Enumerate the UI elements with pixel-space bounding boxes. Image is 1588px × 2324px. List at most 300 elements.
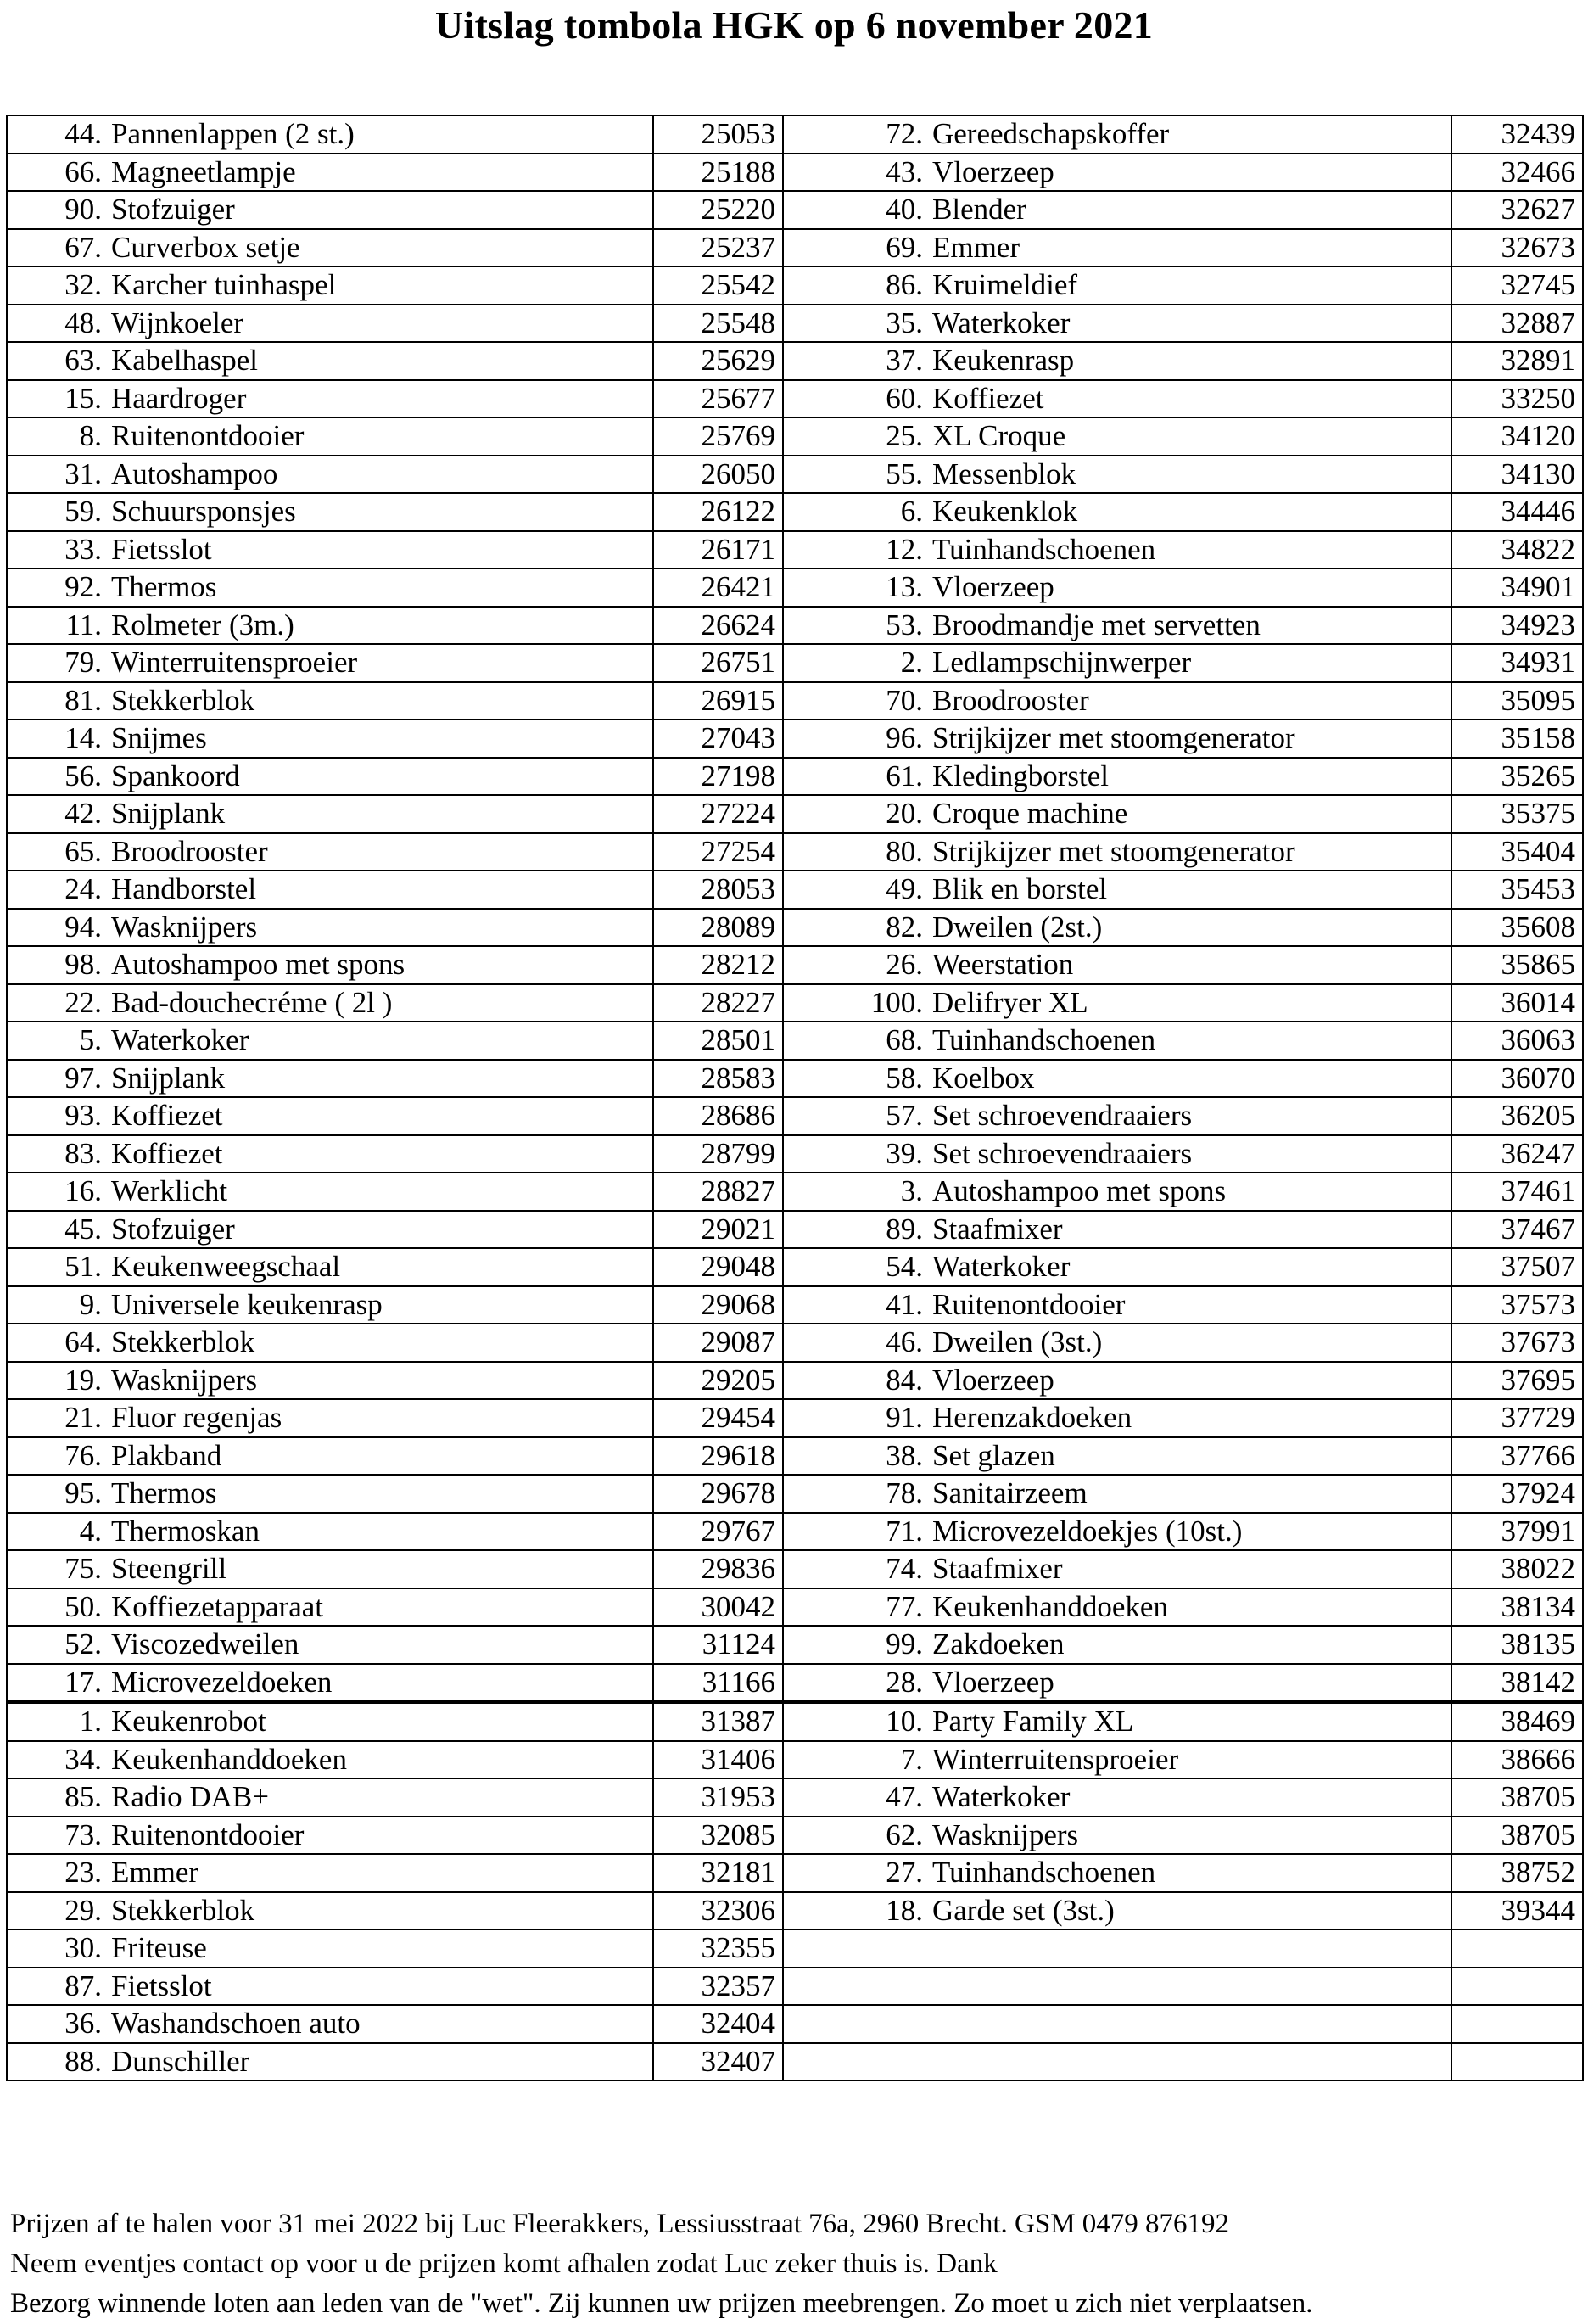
prize-name: Tuinhandschoenen [928,1854,1451,1892]
prize-number: 10. [783,1702,928,1741]
prize-number: 47. [783,1778,928,1817]
table-row [7,1968,1583,2006]
prize-number: 11. [7,607,107,645]
prize-name: Wasknijpers [107,1362,653,1400]
prize-number: 13. [783,568,928,607]
prize-name: Universele keukenrasp [107,1286,653,1324]
lot-number: 38469 [1451,1702,1583,1741]
prize-number: 51. [7,1248,107,1286]
lot-number: 37461 [1451,1173,1583,1211]
table-row [7,1817,1583,1855]
lot-number: 28501 [653,1022,783,1060]
prize-number: 5. [7,1022,107,1060]
lot-number: 34120 [1451,417,1583,456]
prize-name: Sanitairzeem [928,1475,1451,1513]
lot-number: 32085 [653,1817,783,1855]
prize-number: 55. [783,456,928,494]
prize-name: Curverbox setje [107,229,653,267]
table-row [7,644,1583,682]
table-row [7,1097,1583,1135]
lot-number: 36063 [1451,1022,1583,1060]
prize-name: Snijplank [107,1060,653,1098]
table-row [7,154,1583,192]
lot-number: 37467 [1451,1211,1583,1249]
prize-name: Emmer [928,229,1451,267]
lot-number: 25542 [653,266,783,305]
table-row [7,1513,1583,1551]
prize-number: 54. [783,1248,928,1286]
prize-name: Staafmixer [928,1550,1451,1588]
lot-number: 26050 [653,456,783,494]
lot-number: 34923 [1451,607,1583,645]
prize-name: Pannenlappen (2 st.) [107,115,653,154]
prize-number: 30. [7,1929,107,1968]
prize-number: 45. [7,1211,107,1249]
prize-name: Kabelhaspel [107,342,653,380]
lot-number: 35453 [1451,871,1583,909]
lot-number: 37573 [1451,1286,1583,1324]
prize-number: 15. [7,380,107,418]
prize-number: 7. [783,1741,928,1779]
prize-name: Tuinhandschoenen [928,1022,1451,1060]
lot-number: 37991 [1451,1513,1583,1551]
lot-number: 25548 [653,305,783,343]
lot-number: 29678 [653,1475,783,1513]
lot-number: 38022 [1451,1550,1583,1588]
footer-contact-info: Neem eventjes contact op voor u de prijzen komt afhalen zodat Luc zeker thuis is. Dank [10,2248,998,2279]
lot-number: 32745 [1451,266,1583,305]
prize-number: 9. [7,1286,107,1324]
lot-number: 29048 [653,1248,783,1286]
lot-number: 27224 [653,795,783,833]
prize-number: 21. [7,1399,107,1437]
prize-number: 49. [783,871,928,909]
prize-number: 44. [7,115,107,154]
prize-name: Bad-douchecréme ( 2l ) [107,984,653,1022]
prize-name: Washandschoen auto [107,2005,653,2043]
lot-number: 25629 [653,342,783,380]
prize-number: 58. [783,1060,928,1098]
prize-number: 41. [783,1286,928,1324]
table-row [7,833,1583,871]
prize-number: 4. [7,1513,107,1551]
prize-number: 33. [7,531,107,569]
lot-number [1451,1929,1583,1968]
prize-number: 16. [7,1173,107,1211]
prize-name: Dweilen (3st.) [928,1324,1451,1362]
prize-name: Set schroevendraaiers [928,1097,1451,1135]
table-row [7,1248,1583,1286]
prize-name: Waterkoker [928,305,1451,343]
prize-name: Ruitenontdooier [107,417,653,456]
lot-number: 37766 [1451,1437,1583,1476]
prize-name: Microvezeldoeken [107,1664,653,1703]
table-row [7,1588,1583,1627]
lot-number: 31406 [653,1741,783,1779]
lot-number: 29068 [653,1286,783,1324]
prize-number: 8. [7,417,107,456]
prize-name: Keukenrobot [107,1702,653,1741]
lot-number: 37729 [1451,1399,1583,1437]
prize-number: 85. [7,1778,107,1817]
prize-name: Wijnkoeler [107,305,653,343]
lot-number: 26421 [653,568,783,607]
prize-number: 46. [783,1324,928,1362]
table-row [7,795,1583,833]
lot-number: 37507 [1451,1248,1583,1286]
prize-number: 36. [7,2005,107,2043]
prize-name: Croque machine [928,795,1451,833]
prize-number [783,1929,928,1968]
lot-number: 38135 [1451,1626,1583,1664]
table-row [7,456,1583,494]
prize-number: 17. [7,1664,107,1703]
prize-number: 24. [7,871,107,909]
table-row [7,720,1583,758]
prize-name: Thermos [107,1475,653,1513]
lot-number: 35608 [1451,909,1583,947]
lot-number: 25769 [653,417,783,456]
lot-number: 26751 [653,644,783,682]
prize-number: 91. [783,1399,928,1437]
prize-number: 39. [783,1135,928,1173]
prize-name [928,1929,1451,1968]
lot-number: 31124 [653,1626,783,1664]
prize-name: Emmer [107,1854,653,1892]
prize-number: 100. [783,984,928,1022]
prize-number: 78. [783,1475,928,1513]
table-row [7,1550,1583,1588]
prize-name: Microvezeldoekjes (10st.) [928,1513,1451,1551]
lot-number: 25220 [653,191,783,229]
lot-number: 35375 [1451,795,1583,833]
prize-name: Radio DAB+ [107,1778,653,1817]
prize-number: 74. [783,1550,928,1588]
prize-name: Karcher tuinhaspel [107,266,653,305]
prize-name: Koffiezetapparaat [107,1588,653,1627]
prize-name: Stofzuiger [107,191,653,229]
lot-number: 31387 [653,1702,783,1741]
lot-number: 31166 [653,1664,783,1703]
lot-number: 29836 [653,1550,783,1588]
prize-number: 37. [783,342,928,380]
lot-number: 28053 [653,871,783,909]
lot-number [1451,2005,1583,2043]
lot-number: 36070 [1451,1060,1583,1098]
lot-number: 39344 [1451,1892,1583,1930]
prize-name: Wasknijpers [928,1817,1451,1855]
prize-number: 82. [783,909,928,947]
lot-number: 37695 [1451,1362,1583,1400]
prize-name: Keukenhanddoeken [928,1588,1451,1627]
prize-number: 64. [7,1324,107,1362]
prize-name: Stekkerblok [107,1324,653,1362]
prize-number: 65. [7,833,107,871]
prize-number: 68. [783,1022,928,1060]
lot-number: 32673 [1451,229,1583,267]
prize-name: Strijkijzer met stoomgenerator [928,833,1451,871]
table-row [7,1778,1583,1817]
lot-number: 28827 [653,1173,783,1211]
table-row [7,1664,1583,1703]
prize-name: Strijkijzer met stoomgenerator [928,720,1451,758]
prize-name: Party Family XL [928,1702,1451,1741]
lot-number: 26171 [653,531,783,569]
prize-number: 1. [7,1702,107,1741]
lot-number: 36247 [1451,1135,1583,1173]
prize-name: Stekkerblok [107,1892,653,1930]
lot-number: 32306 [653,1892,783,1930]
lot-number: 26122 [653,493,783,531]
lot-number: 38134 [1451,1588,1583,1627]
prize-number: 40. [783,191,928,229]
prize-number: 88. [7,2043,107,2081]
table-row [7,1741,1583,1779]
prize-name: Fietsslot [107,531,653,569]
prize-name: Vloerzeep [928,1362,1451,1400]
lot-number: 28212 [653,946,783,984]
table-row [7,1626,1583,1664]
prize-name: Spankoord [107,758,653,796]
prize-name: Waterkoker [928,1248,1451,1286]
prize-name: Schuursponsjes [107,493,653,531]
prize-name: Autoshampoo met spons [928,1173,1451,1211]
prize-name: Magneetlampje [107,154,653,192]
prize-number: 26. [783,946,928,984]
prize-number: 94. [7,909,107,947]
lot-number: 34822 [1451,531,1583,569]
prize-name: Gereedschapskoffer [928,115,1451,154]
prize-number: 27. [783,1854,928,1892]
prize-name: Koffiezet [107,1135,653,1173]
table-row [7,305,1583,343]
prize-number: 56. [7,758,107,796]
prize-number: 70. [783,682,928,720]
lot-number: 32181 [653,1854,783,1892]
prize-number: 59. [7,493,107,531]
prize-number: 76. [7,1437,107,1476]
prize-name: Koelbox [928,1060,1451,1098]
prize-number: 19. [7,1362,107,1400]
lot-number: 35404 [1451,833,1583,871]
prize-number: 84. [783,1362,928,1400]
prize-name: Stekkerblok [107,682,653,720]
prize-name: Ruitenontdooier [928,1286,1451,1324]
prize-number: 18. [783,1892,928,1930]
lot-number: 38752 [1451,1854,1583,1892]
prize-name: Waterkoker [107,1022,653,1060]
lot-number: 37924 [1451,1475,1583,1513]
prize-number: 62. [783,1817,928,1855]
lot-number: 34130 [1451,456,1583,494]
prize-number: 43. [783,154,928,192]
lot-number: 32439 [1451,115,1583,154]
prize-name: Garde set (3st.) [928,1892,1451,1930]
prize-name: Plakband [107,1437,653,1476]
lot-number: 32627 [1451,191,1583,229]
table-row [7,531,1583,569]
lot-number: 27043 [653,720,783,758]
prize-name [928,1968,1451,2006]
prize-name [928,2005,1451,2043]
lot-number: 34446 [1451,493,1583,531]
lot-number: 32404 [653,2005,783,2043]
prize-number [783,1968,928,2006]
table-row [7,909,1583,947]
prize-name: Vloerzeep [928,568,1451,607]
table-row [7,1362,1583,1400]
prize-name: Handborstel [107,871,653,909]
prize-name: Winterruitensproeier [928,1741,1451,1779]
prize-name: Friteuse [107,1929,653,1968]
lot-number: 34931 [1451,644,1583,682]
prize-name: Koffiezet [107,1097,653,1135]
prize-name: Kledingborstel [928,758,1451,796]
prize-name: Broodmandje met servetten [928,607,1451,645]
prize-name: Keukenhanddoeken [107,1741,653,1779]
table-row [7,682,1583,720]
prize-name: Snijmes [107,720,653,758]
prize-number: 83. [7,1135,107,1173]
lot-number: 38705 [1451,1817,1583,1855]
table-row [7,1286,1583,1324]
prize-name: Delifryer XL [928,984,1451,1022]
prize-number: 67. [7,229,107,267]
prize-number: 96. [783,720,928,758]
table-row [7,115,1583,154]
prize-name: Vloerzeep [928,154,1451,192]
prize-name [928,2043,1451,2081]
footer-pickup-info: Prijzen af te halen voor 31 mei 2022 bij Luc Fleerakkers, Lessiusstraat 76a, 2960 Brecht. GSM 0479 876192 [10,2209,1230,2239]
lot-number: 32887 [1451,305,1583,343]
lot-number: 36205 [1451,1097,1583,1135]
prize-number: 28. [783,1664,928,1703]
prize-number: 92. [7,568,107,607]
lot-number: 26624 [653,607,783,645]
prize-name: Blender [928,191,1451,229]
prize-name: Ledlampschijnwerper [928,644,1451,682]
prize-number: 32. [7,266,107,305]
prize-number: 52. [7,1626,107,1664]
table-row [7,2043,1583,2081]
prize-number: 79. [7,644,107,682]
table-row [7,1854,1583,1892]
prize-name: Set glazen [928,1437,1451,1476]
prize-number: 34. [7,1741,107,1779]
table-row [7,758,1583,796]
prize-number: 97. [7,1060,107,1098]
table-row [7,1135,1583,1173]
table-row [7,229,1583,267]
prize-number: 42. [7,795,107,833]
lot-number: 32891 [1451,342,1583,380]
table-row [7,1399,1583,1437]
table-row [7,380,1583,418]
page-title: Uitslag tombola HGK op 6 november 2021 [434,3,1154,47]
prize-number: 69. [783,229,928,267]
prize-name: Keukenklok [928,493,1451,531]
prize-number: 53. [783,607,928,645]
prize-name: Dweilen (2st.) [928,909,1451,947]
prize-number: 90. [7,191,107,229]
table-row [7,871,1583,909]
prize-number: 98. [7,946,107,984]
prize-name: Viscozedweilen [107,1626,653,1664]
prize-name: Wasknijpers [107,909,653,947]
lot-number: 25053 [653,115,783,154]
lot-number: 32466 [1451,154,1583,192]
prize-name: Keukenweegschaal [107,1248,653,1286]
table-row [7,342,1583,380]
lot-number: 29618 [653,1437,783,1476]
prize-name: Broodrooster [928,682,1451,720]
table-row [7,2005,1583,2043]
prize-number: 63. [7,342,107,380]
prize-number: 31. [7,456,107,494]
prize-number: 81. [7,682,107,720]
lot-number: 35095 [1451,682,1583,720]
lot-number: 29021 [653,1211,783,1249]
prize-number: 73. [7,1817,107,1855]
prize-number: 66. [7,154,107,192]
lot-number: 28227 [653,984,783,1022]
prize-name: Waterkoker [928,1778,1451,1817]
prize-number: 38. [783,1437,928,1476]
prize-number: 89. [783,1211,928,1249]
lot-number: 33250 [1451,380,1583,418]
prize-name: Autoshampoo met spons [107,946,653,984]
prize-name: Vloerzeep [928,1664,1451,1703]
prize-name: Blik en borstel [928,871,1451,909]
prize-number: 57. [783,1097,928,1135]
prize-name: Dunschiller [107,2043,653,2081]
lot-number [1451,1968,1583,2006]
table-row [7,1702,1583,1741]
lot-number: 38666 [1451,1741,1583,1779]
lot-number: 35265 [1451,758,1583,796]
prize-number: 60. [783,380,928,418]
prize-name: Snijplank [107,795,653,833]
prize-number: 20. [783,795,928,833]
table-row [7,191,1583,229]
lot-number: 34901 [1451,568,1583,607]
lot-number: 31953 [653,1778,783,1817]
prize-number: 12. [783,531,928,569]
prize-number: 87. [7,1968,107,2006]
lot-number: 29205 [653,1362,783,1400]
prize-name: Winterruitensproeier [107,644,653,682]
prize-number [783,2005,928,2043]
prize-number: 61. [783,758,928,796]
table-row [7,1060,1583,1098]
prize-number: 3. [783,1173,928,1211]
table-row [7,1211,1583,1249]
footer-notes [10,2204,1313,2324]
lot-number: 32355 [653,1929,783,1968]
prize-number: 99. [783,1626,928,1664]
prize-number: 72. [783,115,928,154]
table-row [7,1173,1583,1211]
prize-name: Zakdoeken [928,1626,1451,1664]
prize-name: Rolmeter (3m.) [107,607,653,645]
table-row [7,1475,1583,1513]
prize-name: Staafmixer [928,1211,1451,1249]
footer-delivery-info: Bezorg winnende loten aan leden van de "wet". Zij kunnen uw prijzen meebrengen. Zo moet u zich niet verplaatsen. [10,2288,1313,2319]
table-row [7,1022,1583,1060]
prize-name: Messenblok [928,456,1451,494]
prize-number: 80. [783,833,928,871]
prize-name: Herenzakdoeken [928,1399,1451,1437]
